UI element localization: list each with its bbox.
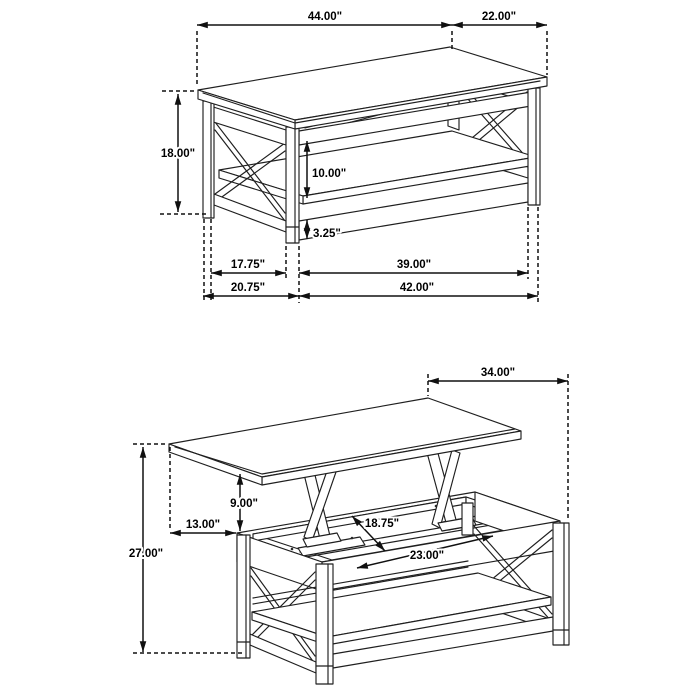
dim-label-table-height: 18.00" xyxy=(160,148,196,160)
dim-label-shelf-clearance: 10.00" xyxy=(312,168,347,180)
dim-label-inner-depth: 17.75" xyxy=(230,259,266,271)
dim-label-outer-length: 42.00" xyxy=(399,282,435,294)
dim-label-top-length: 44.00" xyxy=(307,11,343,23)
raised-tabletop xyxy=(169,398,521,485)
dim-label-top-overhang: 13.00" xyxy=(185,519,221,531)
closed-view xyxy=(160,11,547,303)
dim-label-lift-top-length: 34.00" xyxy=(480,367,516,379)
dim-label-raised-height: 27.00" xyxy=(128,548,164,560)
lifted-table-drawing xyxy=(169,398,569,684)
dim-label-lift-clearance: 9.00" xyxy=(230,498,258,510)
dim-label-opening-depth: 18.75" xyxy=(364,518,400,530)
dim-label-rail-height: 3.25" xyxy=(313,228,341,240)
closed-table-drawing xyxy=(198,47,547,243)
dim-label-opening-length: 23.00" xyxy=(409,550,445,562)
dim-label-outer-depth: 20.75" xyxy=(230,282,266,294)
dim-label-top-depth: 22.00" xyxy=(481,11,517,23)
dim-label-inner-length: 39.00" xyxy=(396,259,432,271)
lifted-view xyxy=(129,367,569,684)
